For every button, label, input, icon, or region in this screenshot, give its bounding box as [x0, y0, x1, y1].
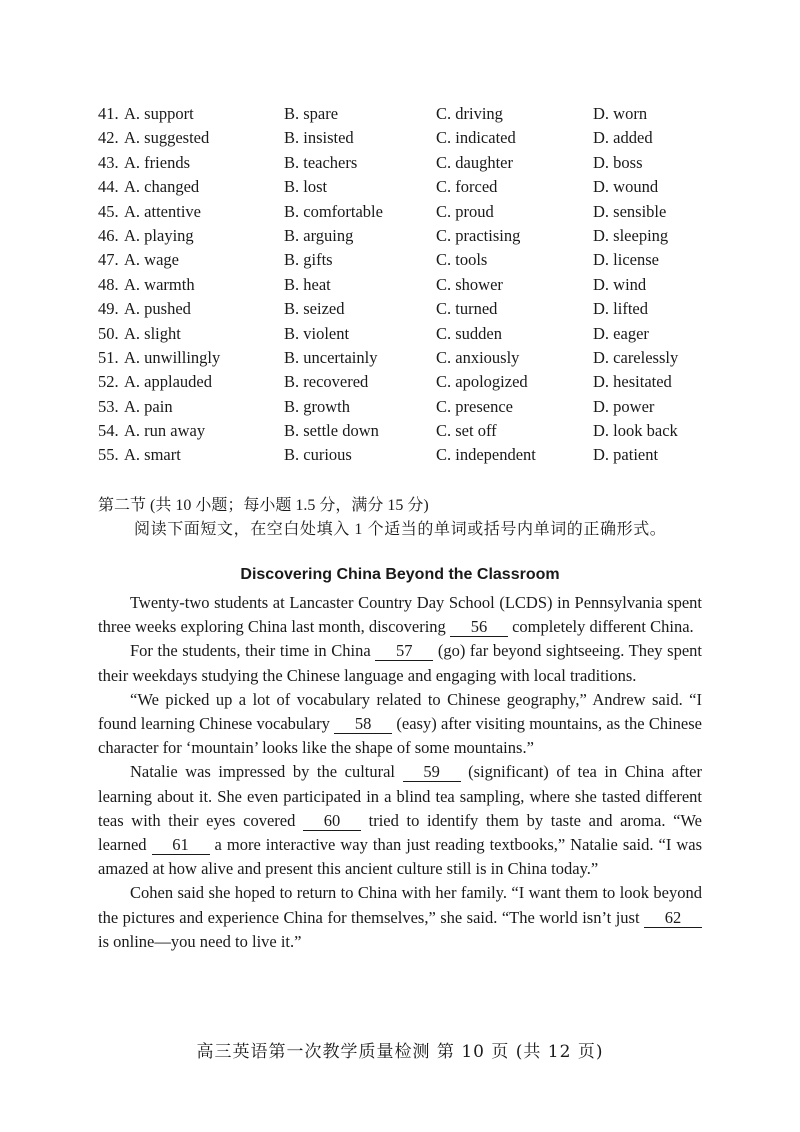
question-number: 46.	[98, 225, 119, 245]
option-d: D. added	[593, 128, 653, 148]
option-d: D. patient	[593, 445, 659, 465]
question-number: 51.	[98, 347, 119, 367]
option-b: B. gifts	[284, 250, 333, 270]
paragraph-1	[98, 591, 702, 639]
options-table	[98, 102, 778, 468]
option-a: A. support	[124, 104, 194, 123]
option-row	[98, 248, 778, 272]
option-c: C. turned	[436, 299, 498, 319]
blank-61: 61	[152, 836, 210, 855]
page-footer: 高三英语第一次教学质量检测 第 10 页 (共 12 页)	[196, 1042, 604, 1062]
option-a: A. pushed	[124, 299, 191, 319]
option-row	[98, 151, 778, 175]
passage-body	[98, 591, 702, 954]
option-d: D. wind	[593, 274, 647, 294]
option-c: C. apologized	[436, 372, 528, 392]
option-a: A. unwillingly	[124, 347, 221, 367]
option-c: C. shower	[436, 274, 503, 294]
option-b: B. seized	[284, 299, 345, 319]
question-number: 48.	[98, 274, 119, 294]
option-b: B. violent	[284, 323, 350, 343]
paragraph-5	[98, 881, 702, 954]
paragraph-3	[98, 688, 702, 761]
option-b: B. spare	[284, 104, 339, 123]
option-d: D. eager	[593, 323, 649, 343]
option-c: C. indicated	[436, 128, 516, 148]
option-row	[98, 297, 778, 321]
blank-57: 57	[375, 642, 433, 661]
option-row	[98, 126, 778, 150]
option-b: B. lost	[284, 177, 328, 197]
option-d: D. look back	[593, 421, 678, 441]
option-row	[98, 370, 778, 394]
option-b: B. curious	[284, 445, 352, 465]
text: Cohen said she hoped to return to China with her family. “I want them to look beyond the pictures and experience China for themselves,” she said. “The world isn’t just	[98, 883, 702, 927]
option-row	[98, 419, 778, 443]
passage-title: Discovering China Beyond the Classroom	[240, 566, 560, 583]
option-c: C. independent	[436, 445, 536, 465]
question-number: 49.	[98, 299, 119, 319]
option-b: B. settle down	[284, 421, 379, 441]
option-b: B. growth	[284, 396, 350, 416]
option-a: A. changed	[124, 177, 200, 197]
blank-58: 58	[334, 715, 392, 734]
text: tried to identify them by taste and aroma. “We learned	[98, 810, 702, 855]
option-row	[98, 322, 778, 346]
option-d: D. lifted	[593, 299, 648, 319]
question-number: 52.	[98, 372, 119, 392]
question-number: 45.	[98, 201, 119, 221]
option-a: A. attentive	[124, 201, 201, 221]
option-c: C. set off	[436, 421, 497, 441]
text: (easy) after visiting mountains, as the Chinese character for ‘mountain’ looks like the shape of some mountains.”	[98, 714, 702, 758]
question-number: 53.	[98, 396, 119, 416]
option-b: B. insisted	[284, 128, 354, 148]
option-c: C. anxiously	[436, 347, 520, 367]
option-c: C. forced	[436, 177, 498, 197]
blank-56: 56	[450, 618, 508, 637]
text: (go) far beyond sightseeing. They spent their weekdays studying the Chinese language and engaging with local traditions.	[98, 641, 702, 685]
option-c: C. driving	[436, 104, 503, 123]
question-number: 47.	[98, 250, 119, 270]
option-row	[98, 273, 778, 297]
option-b: B. teachers	[284, 152, 358, 172]
option-b: B. heat	[284, 274, 331, 294]
option-d: D. worn	[593, 104, 648, 123]
question-number: 42.	[98, 128, 119, 148]
option-d: D. sleeping	[593, 225, 669, 245]
section-instruction: 阅读下面短文，在空白处填入 1 个适当的单词或括号内单词的正确形式。	[134, 521, 667, 538]
option-row	[98, 175, 778, 199]
text: For the students, their time in China	[130, 641, 376, 661]
option-row	[98, 443, 778, 467]
option-b: B. uncertainly	[284, 347, 378, 367]
option-d: D. license	[593, 250, 659, 270]
option-a: A. pain	[124, 396, 173, 416]
option-row	[98, 224, 778, 248]
option-row	[98, 102, 778, 126]
option-a: A. playing	[124, 225, 194, 245]
option-a: A. suggested	[124, 128, 210, 148]
option-row	[98, 200, 778, 224]
question-number: 43.	[98, 152, 119, 172]
question-number: 50.	[98, 323, 119, 343]
option-d: D. wound	[593, 177, 659, 197]
option-b: B. comfortable	[284, 201, 383, 221]
section-heading: 第二节 (共 10 小题；每小题 1.5 分，满分 15 分)	[98, 497, 429, 514]
blank-59: 59	[403, 763, 461, 782]
option-d: D. sensible	[593, 201, 667, 221]
text: a more interactive way than just reading textbooks,” Natalie said. “I was amazed at how alive and present this ancient culture still is in China today.”	[98, 835, 702, 879]
text: is online—you need to live it.”	[98, 931, 302, 951]
paragraph-4	[98, 760, 702, 881]
option-row	[98, 346, 778, 370]
option-a: A. applauded	[124, 372, 212, 392]
question-number: 44.	[98, 177, 119, 197]
option-d: D. carelessly	[593, 347, 679, 367]
option-d: D. boss	[593, 152, 643, 172]
option-b: B. arguing	[284, 225, 354, 245]
question-number: 54.	[98, 421, 119, 441]
option-c: C. presence	[436, 396, 513, 416]
text: completely different China.	[507, 617, 694, 637]
option-a: A. run away	[124, 421, 206, 441]
option-d: D. hesitated	[593, 372, 672, 392]
text: Twenty-two students at Lancaster Country Day School (LCDS) in Pennsylvania spent three weeks exploring China last month, discovering	[98, 593, 702, 637]
option-a: A. wage	[124, 250, 179, 270]
option-c: C. sudden	[436, 323, 502, 343]
option-c: C. daughter	[436, 152, 513, 172]
option-b: B. recovered	[284, 372, 369, 392]
option-c: C. tools	[436, 250, 488, 270]
question-number: 55.	[98, 445, 119, 465]
question-number: 41.	[98, 104, 119, 123]
option-a: A. warmth	[124, 274, 195, 294]
paragraph-2	[98, 639, 702, 687]
blank-60: 60	[303, 812, 361, 831]
option-c: C. proud	[436, 201, 494, 221]
text: “We picked up a lot of vocabulary related to Chinese geography,” Andrew said. “I found learning Chinese vocabulary	[98, 689, 702, 734]
option-c: C. practising	[436, 225, 521, 245]
option-a: A. friends	[124, 152, 190, 172]
option-a: A. slight	[124, 323, 181, 343]
option-d: D. power	[593, 396, 655, 416]
option-a: A. smart	[124, 445, 181, 465]
blank-62: 62	[644, 909, 702, 928]
text: Natalie was impressed by the cultural	[130, 762, 403, 782]
option-row	[98, 395, 778, 419]
text: (significant) of tea in China after learning about it. She even participated in a blind tea sampling, where she tasted different teas with their eyes covered	[98, 762, 702, 830]
